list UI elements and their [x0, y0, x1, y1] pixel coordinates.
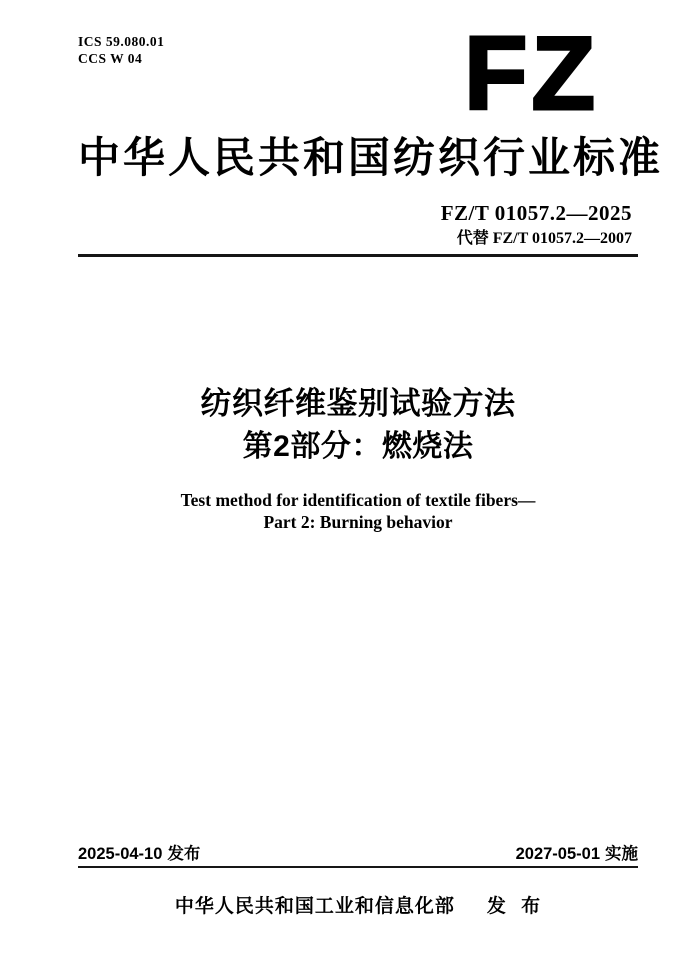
title-zh-line1: 纺织纤维鉴别试验方法	[200, 386, 516, 421]
classification-block	[78, 33, 164, 67]
publisher-line	[78, 895, 638, 919]
footer-divider	[78, 866, 638, 868]
implement-label: 实施	[605, 845, 638, 863]
title-en-line1: Test method for identification of textile fibers—	[180, 490, 536, 510]
standard-type-title: 中华人民共和国纺织行业标准	[78, 134, 664, 181]
implement-date-group	[516, 844, 638, 864]
standard-number-block	[441, 201, 632, 249]
replaced-standard: 代替 FZ/T 01057.2—2007	[456, 230, 632, 247]
title-en-block	[78, 489, 638, 533]
date-row	[78, 844, 638, 864]
implement-date: 2027-05-01	[515, 845, 600, 863]
issue-date: 2025-04-10	[78, 845, 163, 863]
issue-label: 发布	[167, 845, 201, 863]
ics-code: ICS 59.080.01	[78, 34, 165, 49]
header-divider	[78, 254, 638, 257]
title-zh-line2: 第2部分：燃烧法	[242, 430, 474, 463]
title-en-line2: Part 2: Burning behavior	[263, 512, 453, 532]
fz-logo: FZ	[464, 16, 600, 132]
standard-number: FZ/T 01057.2—2025	[440, 201, 632, 225]
publisher-name: 中华人民共和国工业和信息化部	[174, 896, 455, 917]
publisher-action: 发 布	[486, 896, 542, 917]
issue-date-group	[78, 844, 200, 864]
ccs-code: CCS W 04	[78, 51, 143, 66]
